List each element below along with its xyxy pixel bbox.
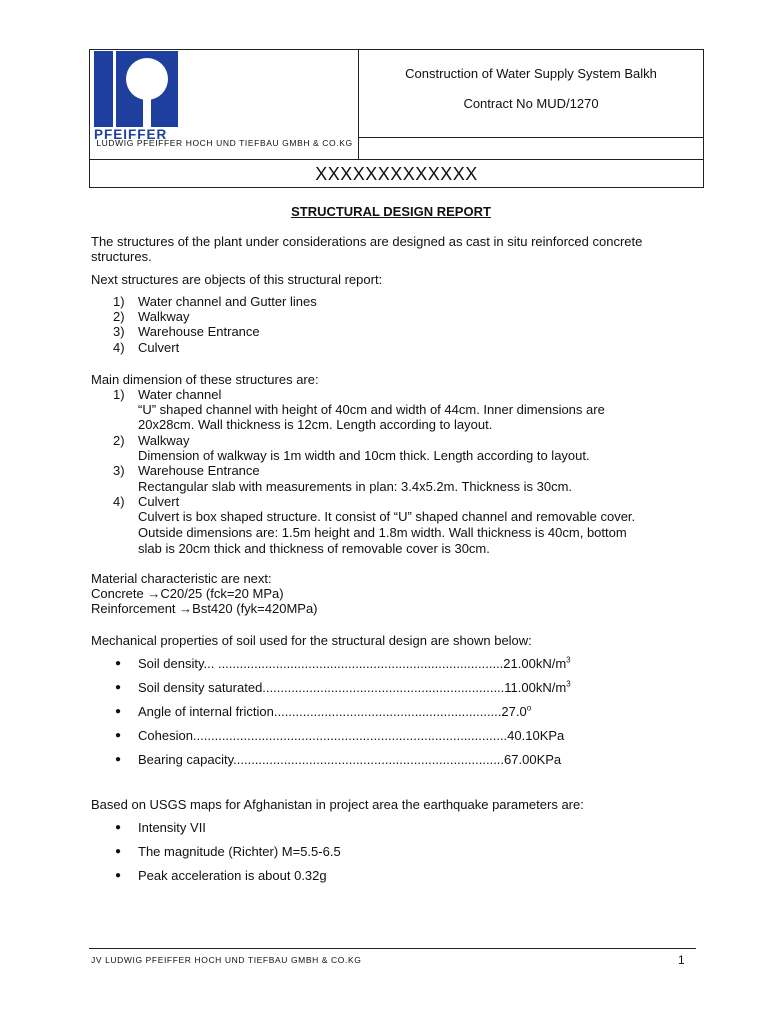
description-line: Dimension of walkway is 1m width and 10cm thick. Length according to layout. xyxy=(138,448,590,463)
description-line: Culvert is box shaped structure. It consist of “U” shaped channel and removable cover. xyxy=(138,509,636,524)
list-item xyxy=(0,752,768,770)
list-item xyxy=(0,820,768,838)
bullet-icon: ● xyxy=(115,846,122,857)
earthquake-item: Intensity VII xyxy=(138,820,206,835)
dimensions-heading: Main dimension of these structures are: xyxy=(91,372,319,387)
document-header xyxy=(89,49,704,188)
soil-heading: Mechanical properties of soil used for the structural design are shown below: xyxy=(91,633,532,648)
bullet-icon: ● xyxy=(115,706,122,717)
soil-label: Cohesion....................................................................................... xyxy=(138,728,508,743)
soil-label: Angle of internal friction............................................................... xyxy=(138,704,502,719)
contract-number: Contract No MUD/1270 xyxy=(463,96,599,111)
soil-unit-sup: 3 xyxy=(566,679,571,689)
description-line: Rectangular slab with measurements in plan: 3.4x5.2m. Thickness is 30cm. xyxy=(138,479,573,494)
list-label: Water channel and Gutter lines xyxy=(138,294,317,309)
list-number: 2) xyxy=(113,309,125,324)
soil-label: Soil density... ............................................................................... xyxy=(138,656,504,671)
list-label: Warehouse Entrance xyxy=(138,324,260,339)
list-label: Walkway xyxy=(138,433,190,448)
soil-value: 27.0 xyxy=(501,704,527,719)
list-label: Culvert xyxy=(138,340,180,355)
soil-value: 40.10KPa xyxy=(507,728,565,743)
footer-company: JV LUDWIG PFEIFFER HOCH UND TIEFBAU GMBH & CO.KG xyxy=(91,955,362,965)
bullet-icon: ● xyxy=(115,730,122,741)
soil-unit-sup: 3 xyxy=(566,655,571,665)
list-number: 3) xyxy=(113,463,125,478)
bullet-icon: ● xyxy=(115,754,122,765)
soil-value: 21.00kN/m xyxy=(503,656,567,671)
list-item xyxy=(0,680,768,698)
company-logo-cell xyxy=(90,50,359,159)
description-line: 20x28cm. Wall thickness is 12cm. Length according to layout. xyxy=(138,417,493,432)
intro-paragraph: The structures of the plant under considerations are designed as cast in situ reinforced concrete structures. xyxy=(91,234,643,264)
material-heading: Material characteristic are next: xyxy=(91,571,272,586)
concrete-spec: Concrete →C20/25 (fck=20 MPa) xyxy=(91,586,284,601)
header-empty-cell xyxy=(359,137,703,159)
list-item xyxy=(0,704,768,722)
bullet-icon: ● xyxy=(115,822,122,833)
list-number: 1) xyxy=(113,387,125,402)
list-number: 2) xyxy=(113,433,125,448)
list-number: 4) xyxy=(113,340,125,355)
soil-value: 67.00KPa xyxy=(504,752,562,767)
company-name: LUDWIG PFEIFFER HOCH UND TIEFBAU GMBH & CO.KG xyxy=(96,138,353,148)
list-item xyxy=(0,656,768,674)
soil-label: Bearing capacity........................................................................... xyxy=(138,752,505,767)
logo-wordmark: PFEIFFER xyxy=(94,127,168,141)
list-label: Water channel xyxy=(138,387,222,402)
earthquake-item: The magnitude (Richter) M=5.5-6.5 xyxy=(138,844,341,859)
earthquake-item: Peak acceleration is about 0.32g xyxy=(138,868,327,883)
list-label: Warehouse Entrance xyxy=(138,463,260,478)
list-label: Culvert xyxy=(138,494,180,509)
list-item xyxy=(0,844,768,862)
bullet-icon: ● xyxy=(115,682,122,693)
reinforcement-spec: Reinforcement →Bst420 (fyk=420MPa) xyxy=(91,601,318,616)
list-item xyxy=(0,728,768,746)
soil-value: 11.00kN/m xyxy=(504,680,567,695)
project-title: Construction of Water Supply System Balkh xyxy=(405,66,657,81)
bullet-icon: ● xyxy=(115,658,122,669)
footer-divider xyxy=(89,948,696,949)
description-line: “U” shaped channel with height of 40cm and width of 44cm. Inner dimensions are xyxy=(138,402,605,417)
project-cell xyxy=(359,50,703,137)
soil-label: Soil density saturated................................................................... xyxy=(138,680,505,695)
objects-heading: Next structures are objects of this structural report: xyxy=(91,272,383,287)
pfeiffer-logo xyxy=(94,51,178,141)
list-number: 3) xyxy=(113,324,125,339)
description-line: slab is 20cm thick and thickness of removable cover is 30cm. xyxy=(138,541,490,556)
list-number: 4) xyxy=(113,494,125,509)
bullet-icon: ● xyxy=(115,870,122,881)
list-label: Walkway xyxy=(138,309,190,324)
report-title: STRUCTURAL DESIGN REPORT xyxy=(291,204,491,219)
list-item xyxy=(0,868,768,886)
list-number: 1) xyxy=(113,294,125,309)
earthquake-heading: Based on USGS maps for Afghanistan in project area the earthquake parameters are: xyxy=(91,797,584,812)
description-line: Outside dimensions are: 1.5m height and 1.8m width. Wall thickness is 40cm, bottom xyxy=(138,525,627,540)
page-number: 1 xyxy=(678,953,685,967)
soil-unit-sup: o xyxy=(526,703,532,713)
document-code: XXXXXXXXXXXXX xyxy=(90,159,703,188)
